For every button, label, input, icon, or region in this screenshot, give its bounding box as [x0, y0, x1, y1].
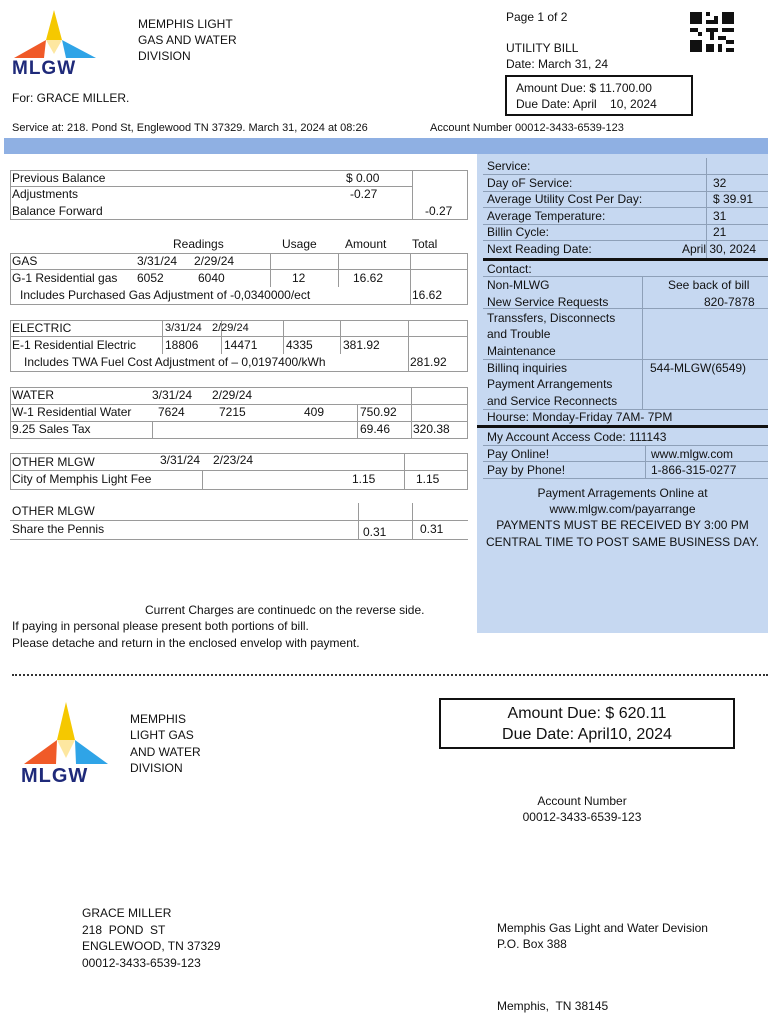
balance-forward-value: -0.27	[425, 204, 453, 218]
amount-due: Amount Due: $ 11.700.00	[516, 81, 652, 95]
transfers-line-1: Transsfers, Disconnects	[487, 311, 616, 325]
electric-read-date-1: 3/31/24	[165, 322, 202, 334]
header-divider-bar	[4, 138, 768, 154]
electric-amount: 381.92	[343, 338, 380, 352]
electric-adjustment-note: Includes TWA Fuel Cost Adjustment of – 0,0197400/kWh	[24, 355, 326, 369]
other-read-date-1: 3/31/24	[160, 453, 201, 467]
billing-phone: 544-MLGW(6549)	[650, 361, 747, 375]
col-total-header: Total	[412, 237, 438, 251]
gas-reading-2: 6040	[198, 271, 225, 285]
account-number: Account Number 00012-3433-6539-123	[430, 122, 624, 134]
service-address: Service at: 218. Pond St, Englewood TN 37329. March 31, 2024 at 08:26	[12, 122, 368, 134]
gas-label: GAS	[12, 254, 38, 268]
see-back-of-bill: See back of bill	[668, 278, 750, 292]
electric-total: 281.92	[410, 355, 447, 369]
stub-amount-due-box	[439, 698, 735, 749]
detach-line	[12, 674, 768, 676]
pay-online-link[interactable]: www.mlgw.com	[651, 447, 734, 461]
water-row-label: W-1 Residential Water	[12, 405, 132, 419]
company-name-line-2: GAS AND WATER	[138, 33, 237, 47]
notice-line-1: Payment Arragements Online at	[537, 486, 708, 500]
electric-row-label: E-1 Residential Electric	[12, 338, 137, 352]
company-name-line-3: DIVISION	[138, 49, 191, 63]
pay-by-phone-number: 1-866-315-0277	[651, 463, 737, 477]
gas-total: 16.62	[412, 288, 443, 302]
water-read-date-1: 3/31/24	[152, 388, 193, 402]
gas-adjustment-note: Includes Purchased Gas Adjustment of -0,0340000/ect	[20, 288, 311, 302]
qr-code-icon	[690, 12, 734, 52]
water-read-date-2: 2/29/24	[212, 388, 253, 402]
non-mlwg-label: Non-MLWG	[487, 278, 550, 292]
stub-account-label: Account Number	[537, 794, 627, 808]
light-fee-amount: 1.15	[352, 472, 376, 486]
customer-name: GRACE MILLER	[82, 906, 172, 920]
water-usage: 409	[304, 405, 325, 419]
col-usage-header: Usage	[282, 237, 317, 251]
stub-amount-due: Amount Due: $ 620.11	[507, 705, 667, 722]
mlgw-logo-icon	[10, 8, 100, 60]
company-name-line-1: MEMPHIS LIGHT	[138, 17, 233, 31]
stub-mlgw-logo	[20, 700, 112, 786]
water-reading-2: 7215	[219, 405, 246, 419]
water-label: WATER	[12, 388, 54, 402]
share-pennies-amount: 0.31	[363, 525, 387, 539]
gas-read-date-1: 3/31/24	[137, 254, 178, 268]
service-days-value: 32	[713, 176, 727, 190]
previous-balance-label: Previous Balance	[12, 171, 106, 185]
col-amount-header: Amount	[345, 237, 387, 251]
in-person-note: If paying in personal please present both portions of bill.	[12, 619, 309, 633]
col-readings-header: Readings	[173, 237, 224, 251]
stub-company-line-4: DIVISION	[130, 761, 183, 775]
customer-for: For: GRACE MILLER.	[12, 91, 130, 105]
electric-usage: 4335	[286, 338, 313, 352]
contact-title: Contact:	[487, 262, 532, 276]
gas-reading-1: 6052	[137, 271, 164, 285]
water-reading-1: 7624	[158, 405, 185, 419]
due-date: Due Date: April 10, 2024	[516, 97, 657, 111]
stub-mlgw-logo-icon	[20, 700, 112, 766]
stub-logo-text: MLGW	[21, 765, 89, 787]
previous-balance-value: $ 0.00	[346, 171, 380, 185]
mlgw-logo	[10, 8, 100, 78]
other-mlgw-label-1: OTHER MLGW	[12, 455, 95, 469]
service-days-label: Day oF Service:	[487, 176, 573, 190]
bill-date: Date: March 31, 24	[506, 57, 609, 71]
gas-amount: 16.62	[353, 271, 384, 285]
logo-text: MLGW	[12, 58, 77, 79]
water-total: 320.38	[413, 422, 450, 436]
light-fee-label: City of Memphis Light Fee	[12, 472, 152, 486]
customer-street: 218 POND ST	[82, 923, 166, 937]
next-reading-label: Next Reading Date:	[487, 242, 592, 256]
sales-tax-amount: 69.46	[360, 422, 391, 436]
stub-company-line-2: LIGHT GAS	[130, 728, 194, 742]
document-type: UTILITY BILL	[506, 41, 579, 55]
avg-temp-value: 31	[713, 209, 727, 223]
billing-line-1: Billinq inquiries	[487, 361, 568, 375]
stub-account-number: 00012-3433-6539-123	[522, 810, 642, 824]
pay-by-phone-label: Pay by Phone!	[487, 463, 566, 477]
next-reading-value: April 30, 2024	[682, 242, 757, 256]
customer-city: ENGLEWOOD, TN 37329	[82, 939, 221, 953]
remit-po-box: P.O. Box 388	[497, 937, 567, 951]
remit-city: Memphis, TN 38145	[497, 999, 609, 1013]
notice-line-2: www.mlgw.com/payarrange	[549, 502, 696, 516]
avg-cost-label: Average Utility Cost Per Day:	[487, 192, 643, 206]
gas-read-date-2: 2/29/24	[194, 254, 235, 268]
electric-read-date-2: 2/29/24	[212, 322, 249, 334]
amount-due-box	[505, 75, 693, 116]
other-mlgw-label-2: OTHER MLGW	[12, 504, 95, 518]
new-service-label: New Service Requests	[487, 295, 609, 309]
stub-due-date: Due Date: April10, 2024	[502, 726, 672, 743]
billing-cycle-label: Billin Cycle:	[487, 225, 550, 239]
transfers-line-2: and Trouble	[487, 327, 551, 341]
share-pennies-label: Share the Pennis	[12, 522, 105, 536]
gas-row-label: G-1 Residential gas	[12, 271, 118, 285]
service-title: Service:	[487, 159, 531, 173]
avg-cost-value: $ 39.91	[713, 192, 754, 206]
adjustments-label: Adjustments	[12, 187, 79, 201]
notice-line-3: PAYMENTS MUST BE RECEIVED BY 3:00 PM	[496, 518, 749, 532]
share-pennies-total: 0.31	[420, 522, 444, 536]
electric-reading-1: 18806	[165, 338, 199, 352]
billing-line-3: and Service Reconnects	[487, 394, 618, 408]
gas-usage: 12	[292, 271, 306, 285]
balance-forward-label: Balance Forward	[12, 204, 103, 218]
account-access-code: My Account Access Code: 111143	[487, 430, 667, 444]
pay-online-label: Pay Online!	[487, 447, 550, 461]
billing-line-2: Payment Arrangements	[487, 377, 613, 391]
office-hours: Hourse: Monday-Friday 7AM- 7PM	[487, 410, 673, 424]
billing-cycle-value: 21	[713, 225, 727, 239]
remit-name: Memphis Gas Light and Water Devision	[497, 921, 708, 935]
notice-line-4: CENTRAL TIME TO POST SAME BUSINESS DAY.	[486, 535, 759, 549]
new-service-phone: 820-7878	[704, 295, 755, 309]
water-amount: 750.92	[360, 405, 397, 419]
reverse-side-note: Current Charges are continuedc on the reverse side.	[145, 603, 425, 617]
page-number: Page 1 of 2	[506, 10, 568, 24]
electric-label: ELECTRIC	[12, 321, 72, 335]
detach-note: Please detache and return in the enclosed envelop with payment.	[12, 636, 360, 650]
stub-company-line-3: AND WATER	[130, 745, 201, 759]
stub-company-line-1: MEMPHIS	[130, 712, 187, 726]
light-fee-total: 1.15	[416, 472, 440, 486]
customer-account: 00012-3433-6539-123	[82, 956, 201, 970]
adjustments-value: -0.27	[350, 187, 378, 201]
transfers-line-3: Maintenance	[487, 344, 556, 358]
electric-reading-2: 14471	[224, 338, 258, 352]
sales-tax-label: 9.25 Sales Tax	[12, 422, 91, 436]
avg-temp-label: Average Temperature:	[487, 209, 606, 223]
other-read-date-2: 2/23/24	[213, 453, 254, 467]
